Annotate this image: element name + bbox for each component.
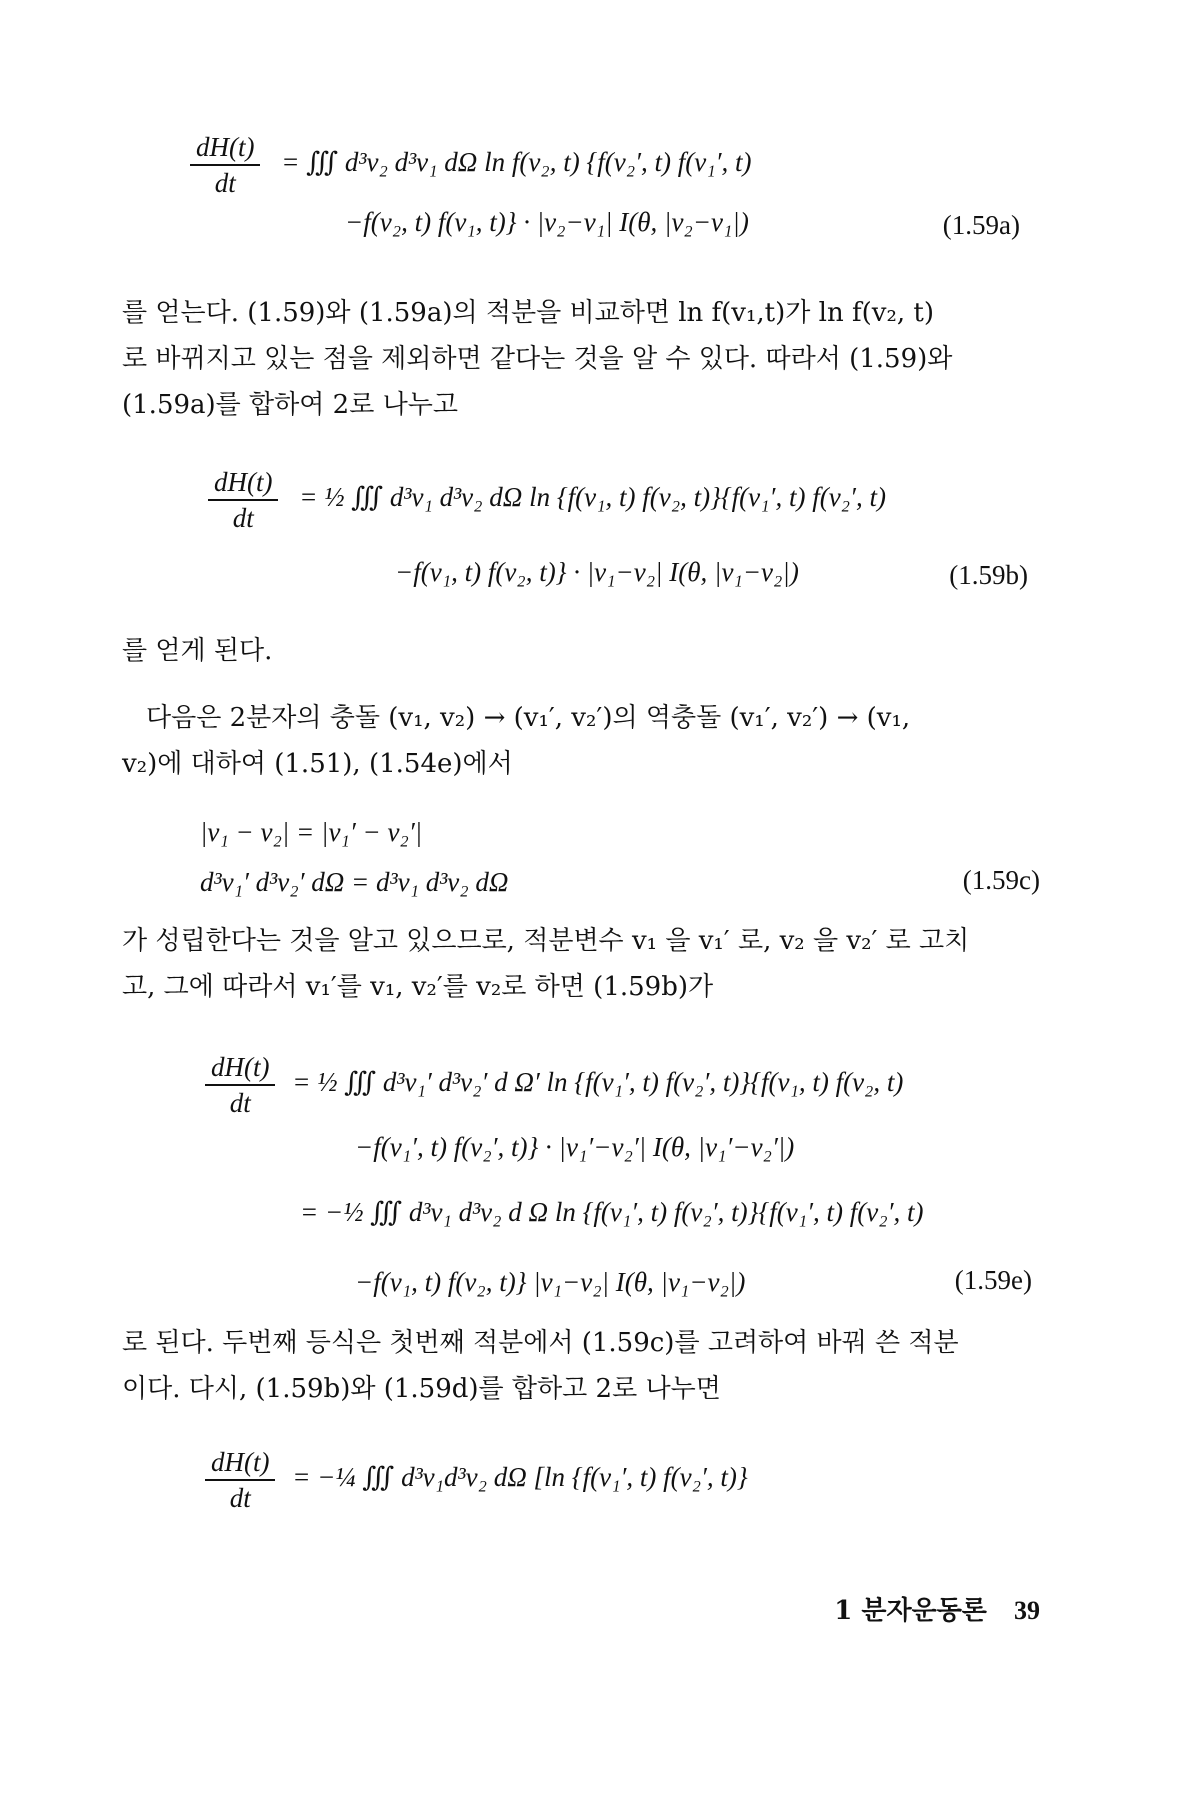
paragraph [122, 1320, 1042, 1412]
text-line: (1.59a)를 합하여 2로 나누고 [122, 390, 458, 420]
equation-final [205, 1445, 748, 1515]
equation-line: −f(v₁, t) f(v₂, t)} · |v₁−v₂| I(θ, |v₁−v₂|) [395, 557, 799, 587]
lhs-fraction: $\frac{dH(t)}{dt}$ [190, 130, 260, 200]
text-line: 다음은 2분자의 충돌 (v₁, v₂) → (v₁′, v₂′)의 역충돌 (v₁′, v₂′) → (v₁, [146, 703, 911, 733]
paragraph [122, 628, 1042, 674]
equation-line: −f(v₁, t) f(v₂, t)} |v₁−v₂| I(θ, |v₁−v₂|) [355, 1267, 746, 1297]
equation-number: (1.59e) [954, 1265, 1032, 1295]
equation-number: (1.59b) [949, 560, 1028, 590]
text-line: v₂)에 대하여 (1.51), (1.54e)에서 [122, 749, 513, 779]
page-number: 39 [1014, 1596, 1040, 1625]
text-line: 로 바뀌지고 있는 점을 제외하면 같다는 것을 알 수 있다. 따라서 (1.59)와 [122, 344, 953, 374]
lhs-fraction: $\frac{dH(t)}{dt}$ [208, 465, 278, 535]
equation-line: = ½ ∭ d³v₁ d³v₂ dΩ ln {f(v₁, t) f(v₂, t)}{f(v₁′, t) f(v₂′, t) [299, 482, 886, 513]
equation-number: (1.59c) [962, 865, 1040, 895]
text-line: 가 성립한다는 것을 알고 있으므로, 적분변수 v₁ 을 v₁′ 로, v₂ 을 v₂′ 로 고치 [122, 926, 970, 956]
chapter-title: 1 분자운동론 [834, 1596, 987, 1626]
equation-line: = ∭ d³v₂ d³v₁ dΩ ln f(v₂, t) {f(v₂′, t) f(v₁′, t) [281, 147, 752, 178]
text-line: 이다. 다시, (1.59b)와 (1.59d)를 합하고 2로 나누면 [122, 1374, 721, 1404]
text-line: 고, 그에 따라서 v₁′를 v₁, v₂′를 v₂로 하면 (1.59b)가 [122, 972, 714, 1002]
paragraph [122, 695, 1042, 787]
text-line: 를 얻는다. (1.59)와 (1.59a)의 적분을 비교하면 ln f(v₁,t)가 ln f(v₂, t) [122, 298, 934, 328]
equation-line: = −¼ ∭ d³v₁d³v₂ dΩ [ln {f(v₁′, t) f(v₂′, t)} [292, 1462, 748, 1493]
paragraph [122, 918, 1042, 1010]
equation-line: −f(v₂, t) f(v₁, t)} · |v₂−v₁| I(θ, |v₂−v₁|) [345, 207, 749, 237]
equation-1-59a [190, 130, 752, 200]
equation-1-59e [205, 1050, 903, 1120]
lhs-fraction: $\frac{dH(t)}{dt}$ [205, 1445, 275, 1515]
equation-line: = −½ ∭ d³v₁ d³v₂ d Ω ln {f(v₁′, t) f(v₂′, t)}{f(v₁′, t) f(v₂′, t) [300, 1197, 924, 1227]
text-line: 로 된다. 두번째 등식은 첫번째 적분에서 (1.59c)를 고려하여 바꿔 쓴 적분 [122, 1328, 959, 1358]
equation-line: −f(v₁′, t) f(v₂′, t)} · |v₁′−v₂′| I(θ, |v₁′−v₂′|) [355, 1132, 795, 1162]
equation-line: = ½ ∭ d³v₁′ d³v₂′ d Ω′ ln {f(v₁′, t) f(v₂′, t)}{f(v₁, t) f(v₂, t) [292, 1067, 904, 1098]
lhs-fraction: $\frac{dH(t)}{dt}$ [205, 1050, 275, 1120]
page-footer [834, 1590, 1040, 1627]
equation-line: d³v₁′ d³v₂′ dΩ = d³v₁ d³v₂ dΩ [200, 867, 509, 897]
text-line: 를 얻게 된다. [122, 636, 273, 666]
equation-number: (1.59a) [942, 210, 1020, 240]
paragraph [122, 290, 1042, 428]
equation-1-59b [208, 465, 886, 535]
equation-line: |v₁ − v₂| = |v₁′ − v₂′| [200, 817, 423, 847]
